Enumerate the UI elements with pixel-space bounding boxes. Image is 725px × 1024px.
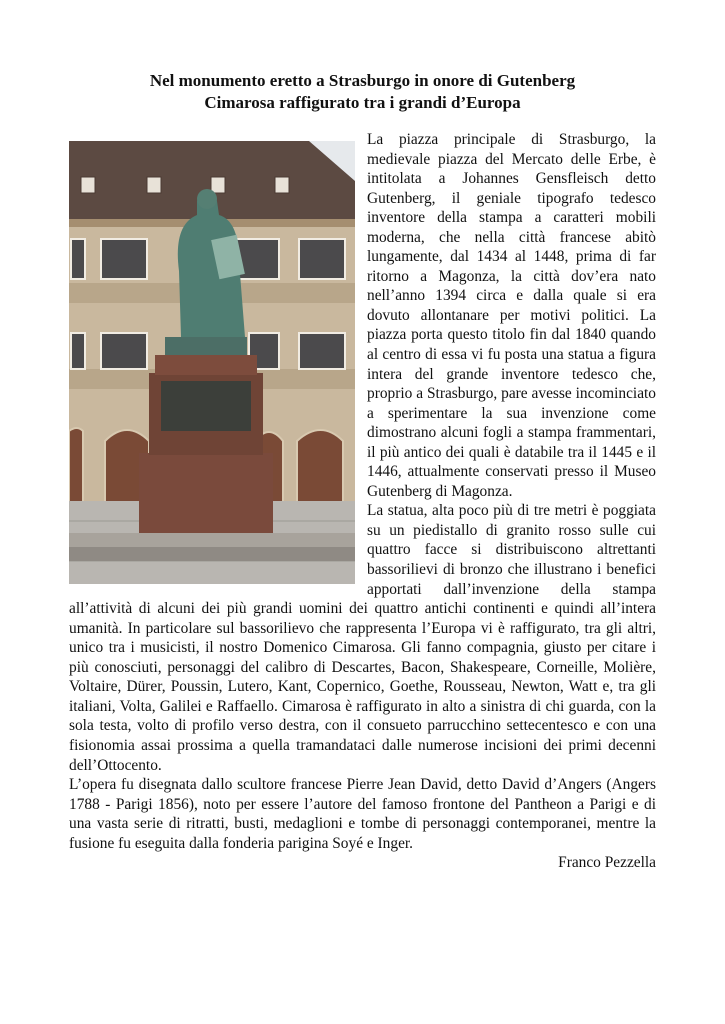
photo-float-spacer — [69, 130, 367, 583]
author-signature: Franco Pezzella — [558, 854, 656, 872]
article-body — [69, 130, 656, 873]
paragraph-1: La piazza principale di Strasburgo, la medievale piazza del Mercato delle Erbe, è intitolata a Johannes Gensfleisch detto Gutenberg, il geniale tipografo tedesco inventore della stampa a caratteri mobili moderna, che nella città francese abitò lungamente, dal 1434 al 1448, prima di far ritorno a Magonza, la città dov’era nato nell’anno 1394 circa e dalla quale si era dovuto allontanare per motivi politici. La piazza porta questo titolo fin dal 1840 quando al centro di essa vi fu posta una statua a figura intera del grande inventore tedesco che, proprio a Strasburgo, pare avesse incominciato a sperimentare la sua invenzione come dimostrano alcuni fogli a stampa frammentari, il più antico dei quali è databile tra il 1445 e il 1446, attualmente conservati presso il Museo Gutenberg di Magonza. — [367, 131, 656, 500]
title-line-2: Cimarosa raffigurato tra i grandi d’Europa — [204, 93, 521, 112]
article-title — [0, 70, 725, 114]
paragraph-2: La statua, alta poco più di tre metri è poggiata su un piedistallo di granito rosso sulle cui quattro facce si distribuiscono altrettanti bassorilievi di bronzo che illustrano i benefici apportati dall’invenzione della stampa all’attività di alcuni dei più grandi uomini dei quattro antichi continenti e quindi all’intera umanità. In particolare sul bassorilievo che rappresenta l’Europa vi è raffigurato, tra gli altri, unico tra i musicisti, il nostro Domenico Cimarosa. Gli fanno compagnia, giusto per citare i più conosciuti, personaggi del calibro di Descartes, Bacon, Shakespeare, Corneille, Molière, Voltaire, Dürer, Poussin, Lutero, Kant, Copernico, Goethe, Rousseau, Newton, Watt e, tra gli italiani, Volta, Galilei e Raffaello. Cimarosa è raffigurato in alto a sinistra di chi guarda, con la sola testa, volto di profilo verso destra, con il consueto parrucchino settecentesco e con una fisionomia assai prossima a quella tramandataci dalle numerose incisioni dei primi decenni dell’Ottocento. — [69, 502, 656, 774]
title-line-1: Nel monumento eretto a Strasburgo in onore di Gutenberg — [149, 71, 576, 90]
paragraph-3: L’opera fu disegnata dallo scultore francese Pierre Jean David, detto David d’Angers (Angers 1788 - Parigi 1856), noto per essere l’autore del famoso frontone del Pantheon a Parigi e di una vasta serie di ritratti, busti, medaglioni e tombe di personaggi contemporanei, mentre la fusione fu eseguita dalla fonderia parigina Soyé e Inger. — [69, 776, 656, 852]
